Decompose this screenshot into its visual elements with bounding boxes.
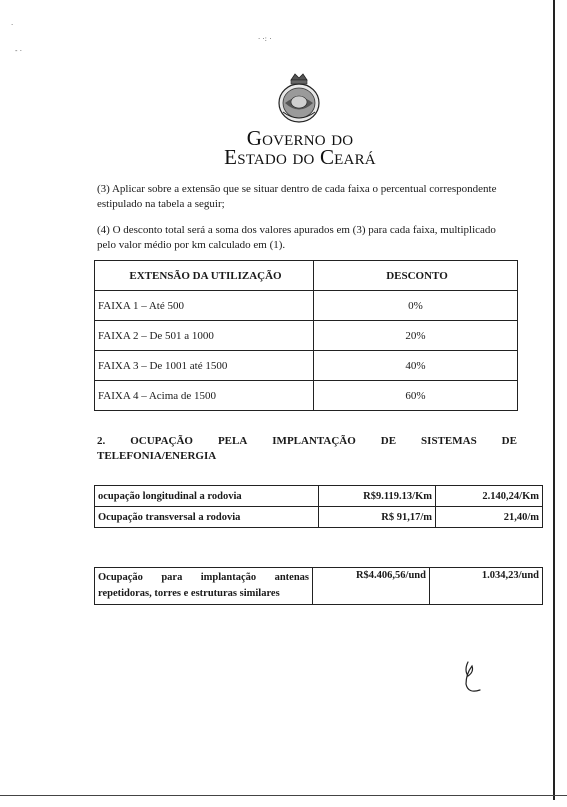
column-header-extension: EXTENSÃO DA UTILIZAÇÃO xyxy=(95,261,314,291)
table-header-row xyxy=(95,261,518,291)
range-cell: FAIXA 2 – De 501 a 1000 xyxy=(95,321,314,351)
paragraph-item-4: (4) O desconto total será a soma dos valores apurados em (3) para cada faixa, multiplicado pelo valor médio por km calculado em (1). xyxy=(97,224,496,251)
discounted-price-cell: 2.140,24/Km xyxy=(436,486,543,507)
occupation-type-cell: ocupação longitudinal a rodovia xyxy=(95,486,319,507)
paragraph-item-3: (3) Aplicar sobre a extensão que se situar dentro de cada faixa o percentual correspondente estipulado na tabela a seguir; xyxy=(97,183,497,210)
telephony-occupation-table xyxy=(94,485,543,528)
discount-cell: 0% xyxy=(314,291,518,321)
government-title-line1: Governo do xyxy=(246,126,354,150)
column-header-discount: DESCONTO xyxy=(314,261,518,291)
heading-word: 2. xyxy=(97,435,106,447)
section-2-heading xyxy=(97,434,517,464)
range-cell: FAIXA 4 – Acima de 1500 xyxy=(95,381,314,411)
table-row xyxy=(95,321,518,351)
heading-word: PELA xyxy=(217,435,248,447)
discount-cell: 60% xyxy=(314,381,518,411)
handwritten-initial-signature xyxy=(456,660,486,696)
discount-cell: 40% xyxy=(314,351,518,381)
scan-speck: · xyxy=(11,21,14,29)
heading-word: OCUPAÇÃO xyxy=(130,435,193,447)
range-cell: FAIXA 3 – De 1001 até 1500 xyxy=(95,351,314,381)
state-coat-of-arms-icon xyxy=(275,70,323,124)
government-title-line2: Estado do Ceará xyxy=(224,145,376,169)
scan-edge-bottom xyxy=(0,795,567,796)
price-cell: R$9.119.13/Km xyxy=(319,486,436,507)
discount-cell: 20% xyxy=(314,321,518,351)
table-row xyxy=(95,507,543,528)
heading-word: DE xyxy=(380,435,397,447)
table-row xyxy=(95,486,543,507)
scan-speck: - · xyxy=(15,47,22,55)
table-row xyxy=(95,351,518,381)
scan-speck: · ·: · xyxy=(258,35,272,43)
price-cell: R$4.406,56/und xyxy=(313,568,430,605)
table-row xyxy=(95,381,518,411)
scan-edge-right xyxy=(553,0,555,800)
heading-word: SISTEMAS xyxy=(421,435,477,447)
table-row xyxy=(95,568,543,605)
discounted-price-cell: 21,40/m xyxy=(436,507,543,528)
discount-table xyxy=(94,260,518,411)
table-row xyxy=(95,291,518,321)
heading-word: IMPLANTAÇÃO xyxy=(272,435,356,447)
price-cell: R$ 91,17/m xyxy=(319,507,436,528)
occupation-type-cell: Ocupação transversal a rodovia xyxy=(95,507,319,528)
discounted-price-cell: 1.034,23/und xyxy=(430,568,543,605)
range-cell: FAIXA 1 – Até 500 xyxy=(95,291,314,321)
antenna-occupation-table xyxy=(94,567,543,605)
heading-line-2: TELEFONIA/ENERGIA xyxy=(97,450,217,462)
occupation-type-cell: Ocupação para implantação antenas repetidoras, torres e estruturas similares xyxy=(95,568,313,605)
heading-word: DE xyxy=(501,435,517,447)
